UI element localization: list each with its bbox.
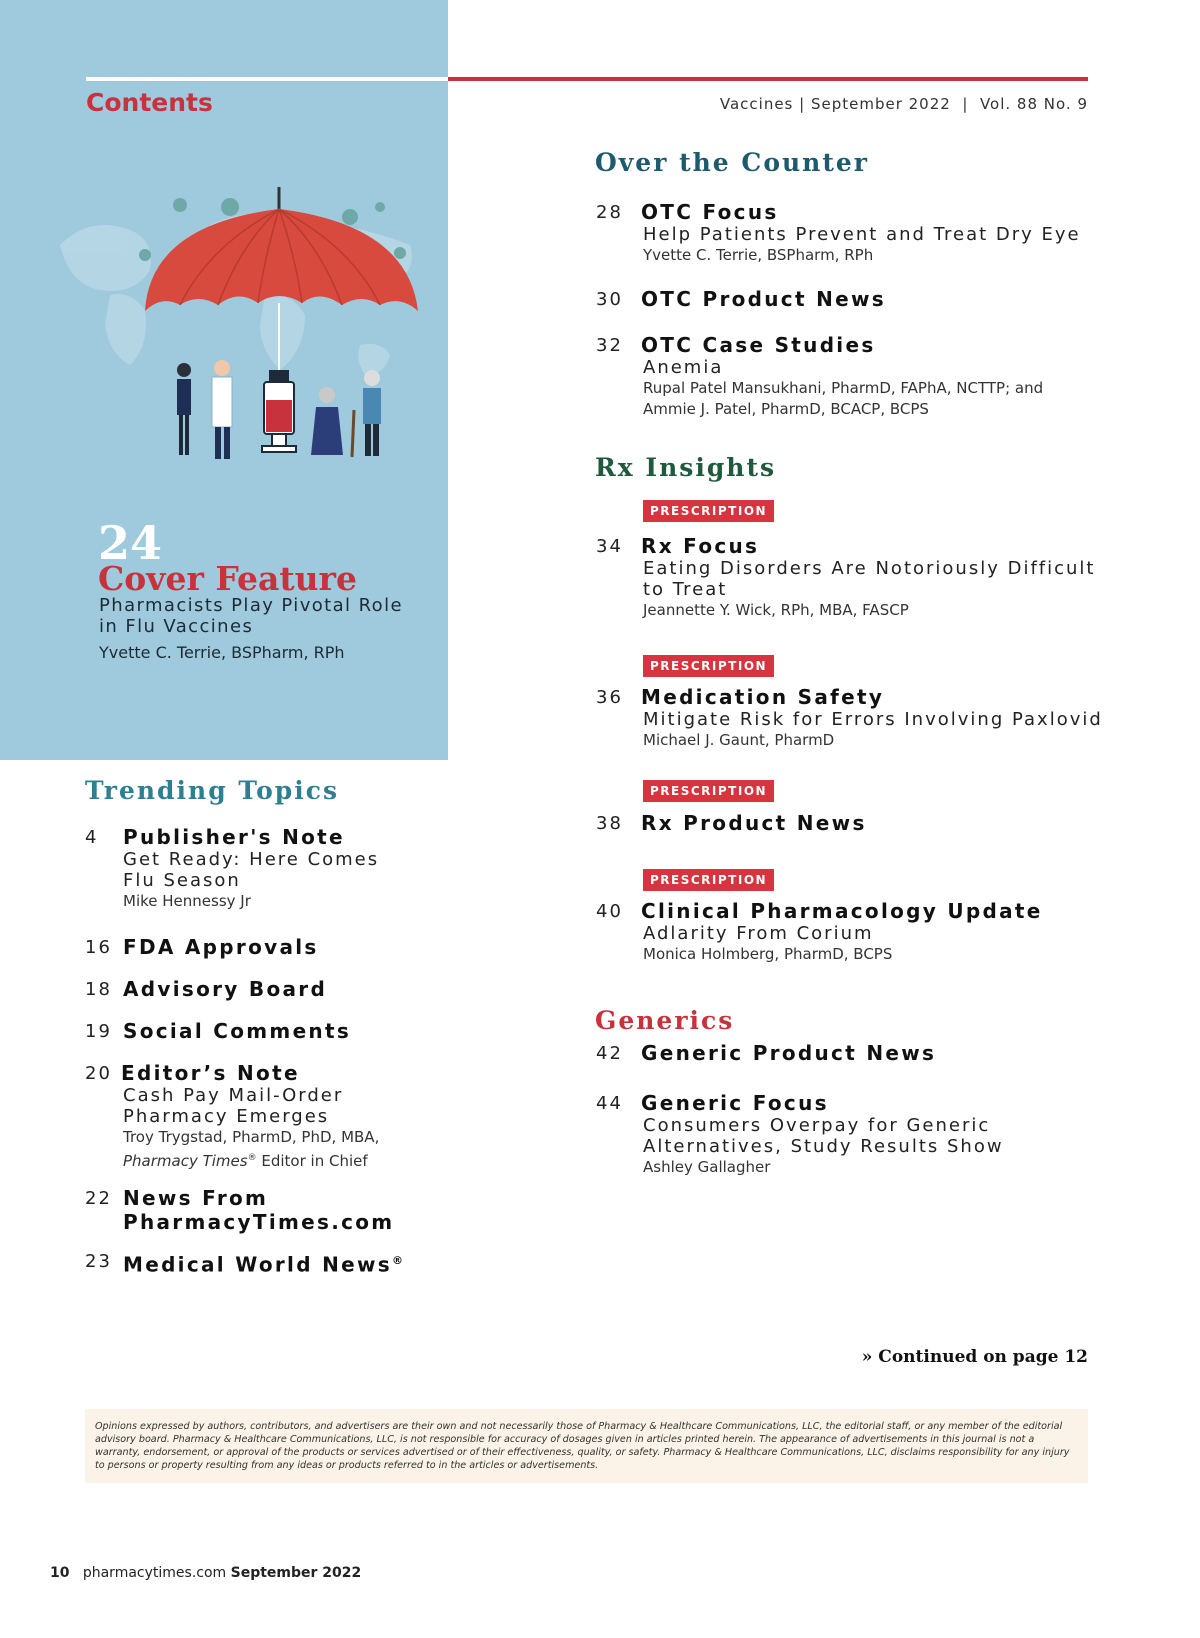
entry-title: Social Comments (123, 1019, 352, 1043)
entry-author: Monica Holmberg, PharmD, BCPS (643, 945, 893, 963)
prescription-tag: PRESCRIPTION (643, 500, 774, 522)
continued-link[interactable]: » Continued on page 12 (861, 1347, 1088, 1367)
doctor-icon (212, 360, 232, 459)
page-number: 44 (596, 1093, 623, 1114)
entry-author: Jeannette Y. Wick, RPh, MBA, FASCP (643, 601, 909, 619)
toc-entry[interactable] (596, 1091, 1096, 1178)
entry-author: Ashley Gallagher (643, 1158, 771, 1176)
entry-author: Troy Trygstad, PharmD, PhD, MBA, (123, 1128, 380, 1146)
entry-title: OTC Product News (641, 287, 886, 311)
entry-title: FDA Approvals (123, 935, 319, 959)
entry-subtitle: Pharmacy Emerges (123, 1106, 330, 1127)
page-number: 28 (596, 202, 623, 223)
entry-title: Clinical Pharmacology Update (641, 899, 1043, 923)
entry-subtitle: Eating Disorders Are Notoriously Difficult (643, 558, 1096, 579)
entry-subtitle: Mitigate Risk for Errors Involving Paxlovid (643, 709, 1103, 730)
entry-subtitle: to Treat (643, 579, 728, 600)
page-number: 23 (85, 1251, 112, 1272)
toc-entry[interactable] (596, 534, 1116, 621)
entry-author: Yvette C. Terrie, BSPharm, RPh (643, 246, 874, 264)
entry-subtitle: Help Patients Prevent and Treat Dry Eye (643, 224, 1081, 245)
page-number: 16 (85, 937, 112, 958)
entry-title: OTC Focus (641, 200, 779, 224)
toc-entry[interactable] (85, 1019, 445, 1043)
footer-date: September 2022 (230, 1565, 362, 1581)
page-number: 4 (85, 827, 99, 848)
entry-author-role: Pharmacy Times® Editor in Chief (123, 1152, 368, 1170)
toc-entry[interactable] (85, 1249, 445, 1277)
entry-title: Publisher's Note (123, 825, 345, 849)
header-rule-right (448, 77, 1088, 81)
elderly-man-icon (352, 370, 381, 457)
toc-entry[interactable] (596, 333, 1096, 420)
entry-subtitle: Adlarity From Corium (643, 923, 874, 944)
entry-subtitle: Flu Season (123, 870, 241, 891)
toc-entry[interactable] (596, 899, 1116, 965)
elderly-woman-icon (311, 387, 343, 455)
entry-title: Medical World News® (123, 1252, 406, 1277)
cover-page-number: 24 (98, 516, 163, 570)
disclaimer-text: Opinions expressed by authors, contributors, and advertisers are their own and not necessarily those of Pharmacy & Healthcare Communications, LLC, the editorial staff, or any member of the editorial advisory board. Pharmacy & Healthcare Communications, LLC, is not responsible for accuracy of dosages given in articles printed herein. The appearance of advertisements in this journal is not a warranty, endorsement, or approval of the products or services advertised or of their effectiveness, quality, or safety. Pharmacy & Healthcare Communications, LLC, disclaims responsibility for any injury to persons or property resulting from any ideas or products referred to in the articles or advertisements. (95, 1421, 1070, 1471)
entry-title: Rx Product News (641, 811, 867, 835)
entry-title: Generic Focus (641, 1091, 829, 1115)
entry-title: OTC Case Studies (641, 333, 876, 357)
page-number: 34 (596, 536, 623, 557)
toc-entry[interactable] (596, 200, 1096, 266)
prescription-tag: PRESCRIPTION (643, 869, 774, 891)
page-number: 18 (85, 979, 112, 1000)
issue-info: Vaccines | September 2022 | Vol. 88 No. 9 (719, 95, 1088, 113)
toc-entry[interactable] (85, 1186, 445, 1234)
toc-entry[interactable] (596, 287, 1096, 311)
entry-title: Advisory Board (123, 977, 328, 1001)
prescription-tag: PRESCRIPTION (643, 780, 774, 802)
toc-entry[interactable] (85, 825, 445, 912)
woman-professional-icon (177, 363, 191, 455)
prescription-tag: PRESCRIPTION (643, 655, 774, 677)
entry-title: Editor’s Note (121, 1061, 300, 1085)
entry-title: PharmacyTimes.com (123, 1210, 395, 1234)
page-number: 40 (596, 901, 623, 922)
entry-author: Rupal Patel Mansukhani, PharmD, FAPhA, NCTTP; and (643, 379, 1044, 397)
page-number: 22 (85, 1188, 112, 1209)
page-number: 19 (85, 1021, 112, 1042)
page-number: 30 (596, 289, 623, 310)
cover-feature-label: Cover Feature (98, 559, 357, 598)
header-rule-left (86, 77, 448, 81)
entry-subtitle: Get Ready: Here Comes (123, 849, 380, 870)
toc-entry[interactable] (596, 685, 1116, 751)
page-title: Contents (86, 88, 213, 117)
entry-subtitle: Anemia (643, 357, 724, 378)
entry-title: Rx Focus (641, 534, 760, 558)
syringe-icon (262, 370, 296, 452)
page-number: 20 (85, 1063, 112, 1084)
cover-title-line: Pharmacists Play Pivotal Role (99, 595, 403, 616)
toc-entry[interactable] (85, 977, 445, 1001)
toc-entry[interactable] (85, 1061, 445, 1172)
entry-title: Medication Safety (641, 685, 885, 709)
entry-author: Mike Hennessy Jr (123, 892, 251, 910)
footer-page-number: 10 (50, 1565, 70, 1581)
toc-entry[interactable] (85, 935, 445, 959)
disclaimer-box (85, 1409, 1088, 1483)
section-heading-rx: Rx Insights (595, 453, 777, 482)
page-footer (50, 1565, 361, 1581)
cover-illustration (50, 185, 430, 485)
page-number: 32 (596, 335, 623, 356)
toc-entry[interactable] (596, 1041, 1096, 1065)
entry-title: News From (123, 1186, 269, 1210)
section-heading-otc: Over the Counter (595, 148, 869, 177)
entry-subtitle: Cash Pay Mail-Order (123, 1085, 344, 1106)
cover-author: Yvette C. Terrie, BSPharm, RPh (99, 643, 345, 662)
entry-author: Ammie J. Patel, PharmD, BCACP, BCPS (643, 400, 929, 418)
page-number: 38 (596, 813, 623, 834)
toc-entry[interactable] (596, 811, 1116, 835)
page-number: 36 (596, 687, 623, 708)
entry-subtitle: Alternatives, Study Results Show (643, 1136, 1004, 1157)
entry-author: Michael J. Gaunt, PharmD (643, 731, 835, 749)
cover-title-line: in Flu Vaccines (99, 616, 254, 637)
entry-title: Generic Product News (641, 1041, 937, 1065)
section-heading-generics: Generics (595, 1006, 735, 1035)
cover-story-title[interactable] (99, 595, 439, 637)
page-number: 42 (596, 1043, 623, 1064)
footer-site[interactable]: pharmacytimes.com (82, 1565, 227, 1581)
entry-subtitle: Consumers Overpay for Generic (643, 1115, 991, 1136)
section-heading-trending: Trending Topics (85, 776, 340, 805)
